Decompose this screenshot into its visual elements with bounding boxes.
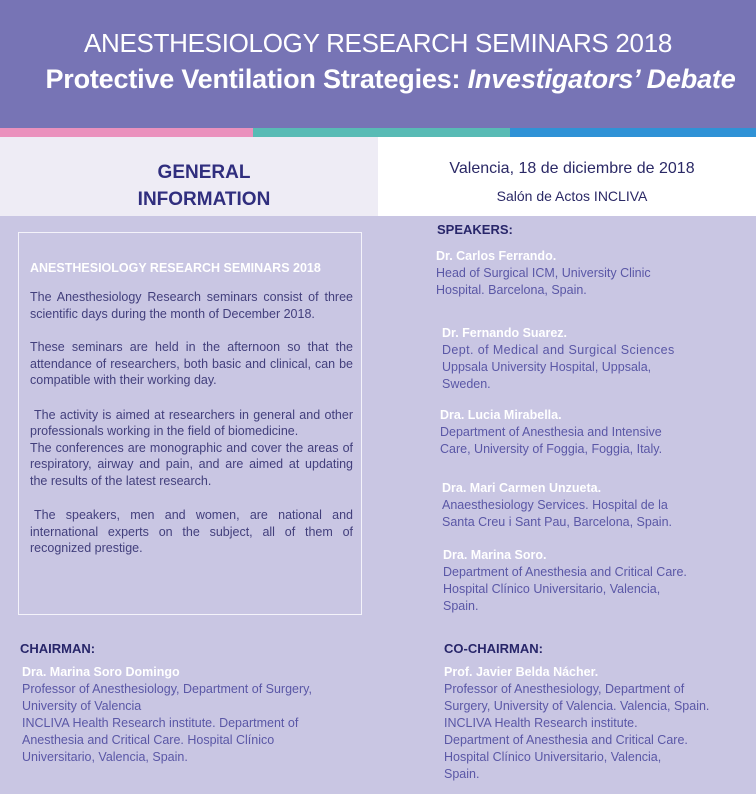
speaker-affiliation: Sweden. <box>442 377 491 391</box>
speaker-name: Dra. Lucia Mirabella. <box>440 408 562 422</box>
speaker-affiliation: Santa Creu i Sant Pau, Barcelona, Spain. <box>442 515 673 529</box>
speaker-affiliation: Anaesthesiology Services. Hospital de la <box>442 498 668 512</box>
speaker-affiliation: Hospital. Barcelona, Spain. <box>436 283 587 297</box>
info-paragraph-2: These seminars are held in the afternoon so that the attendance of researchers, both basic and clinical, can be compatible with their working day. <box>30 340 353 387</box>
subtitle-italic: Investigators’ Debate <box>467 64 736 94</box>
cochairman-affiliation: Professor of Anesthesiology, Department of <box>444 682 685 696</box>
chairman-label: CHAIRMAN: <box>20 641 96 656</box>
speaker-affiliation: Care, University of Foggia, Foggia, Italy. <box>440 442 663 456</box>
speakers-label: SPEAKERS: <box>437 222 513 237</box>
venue-date: Valencia, 18 de diciembre de 2018 <box>449 160 695 177</box>
gi-line2: INFORMATION <box>137 189 271 210</box>
cochairman-affiliation: Hospital Clínico Universitario, Valencia, <box>444 750 662 764</box>
stripe-pink <box>0 128 253 137</box>
stripe-blue <box>510 128 756 137</box>
info-paragraph-3: The activity is aimed at researchers in general and other professionals working in the field of biomedicine. <box>30 407 353 438</box>
cochairman-affiliation: Surgery, University of Valencia. Valencia, Spain. <box>444 699 710 713</box>
speaker-affiliation: Dept. of Medical and Surgical Sciences <box>442 343 675 357</box>
chairman-affiliation: INCLIVA Health Research institute. Department of <box>22 716 299 730</box>
speaker-affiliation: Department of Anesthesia and Intensive <box>440 425 662 439</box>
seminar-title: ANESTHESIOLOGY RESEARCH SEMINARS 2018 <box>83 28 673 58</box>
seminar-subtitle <box>0 64 756 95</box>
info-paragraph-4: The conferences are monographic and cover the areas of respiratory, airway and pain, and are aimed at updating the results of the latest research. <box>30 440 353 488</box>
chairman-affiliation: University of Valencia <box>22 699 142 713</box>
speaker-5 <box>443 547 687 615</box>
venue-place: Salón de Actos INCLIVA <box>496 188 648 204</box>
speaker-name: Dra. Mari Carmen Unzueta. <box>442 481 602 495</box>
info-heading: ANESTHESIOLOGY RESEARCH SEMINARS 2018 <box>30 261 321 275</box>
gi-line1: GENERAL <box>157 162 251 183</box>
general-information-box <box>0 137 378 216</box>
cochairman-affiliation: Spain. <box>444 767 480 781</box>
venue-box <box>378 137 756 216</box>
speaker-affiliation: Spain. <box>443 599 479 613</box>
speaker-1 <box>436 248 651 299</box>
cochairman-affiliation: INCLIVA Health Research institute. <box>444 716 638 730</box>
cochairman <box>444 664 709 783</box>
chairman <box>22 664 312 766</box>
stripe-teal <box>253 128 510 137</box>
speaker-name: Dra. Marina Soro. <box>443 548 547 562</box>
speaker-affiliation: Hospital Clínico Universitario, Valencia, <box>443 582 661 596</box>
header-banner <box>0 0 756 128</box>
cochairman-name: Prof. Javier Belda Nácher. <box>444 665 599 679</box>
speaker-4 <box>442 480 672 531</box>
speaker-affiliation: Head of Surgical ICM, University Clinic <box>436 266 651 280</box>
chairman-name: Dra. Marina Soro Domingo <box>22 665 180 679</box>
info-paragraph-1: The Anesthesiology Research seminars consist of three scientific days during the month of December 2018. <box>30 290 353 321</box>
chairman-affiliation: Universitario, Valencia, Spain. <box>22 750 188 764</box>
seminar-info-box <box>18 232 362 615</box>
chairman-affiliation: Anesthesia and Critical Care. Hospital Clínico <box>22 733 275 747</box>
cochairman-affiliation: Department of Anesthesia and Critical Care. <box>444 733 688 747</box>
info-paragraph-5: The speakers, men and women, are national and international experts on the subject, all of them of recognized prestige. <box>30 508 353 555</box>
speaker-affiliation: Department of Anesthesia and Critical Care. <box>443 565 687 579</box>
speaker-name: Dr. Fernando Suarez. <box>442 326 568 340</box>
speaker-affiliation: Uppsala University Hospital, Uppsala, <box>442 360 652 374</box>
speaker-name: Dr. Carlos Ferrando. <box>436 249 557 263</box>
speaker-2 <box>442 325 675 393</box>
speaker-3 <box>440 407 662 458</box>
cochairman-label: CO-CHAIRMAN: <box>444 641 543 656</box>
chairman-affiliation: Professor of Anesthesiology, Department of Surgery, <box>22 682 312 696</box>
subtitle-main: Protective Ventilation Strategies: <box>45 64 468 94</box>
general-information-heading <box>0 159 378 213</box>
